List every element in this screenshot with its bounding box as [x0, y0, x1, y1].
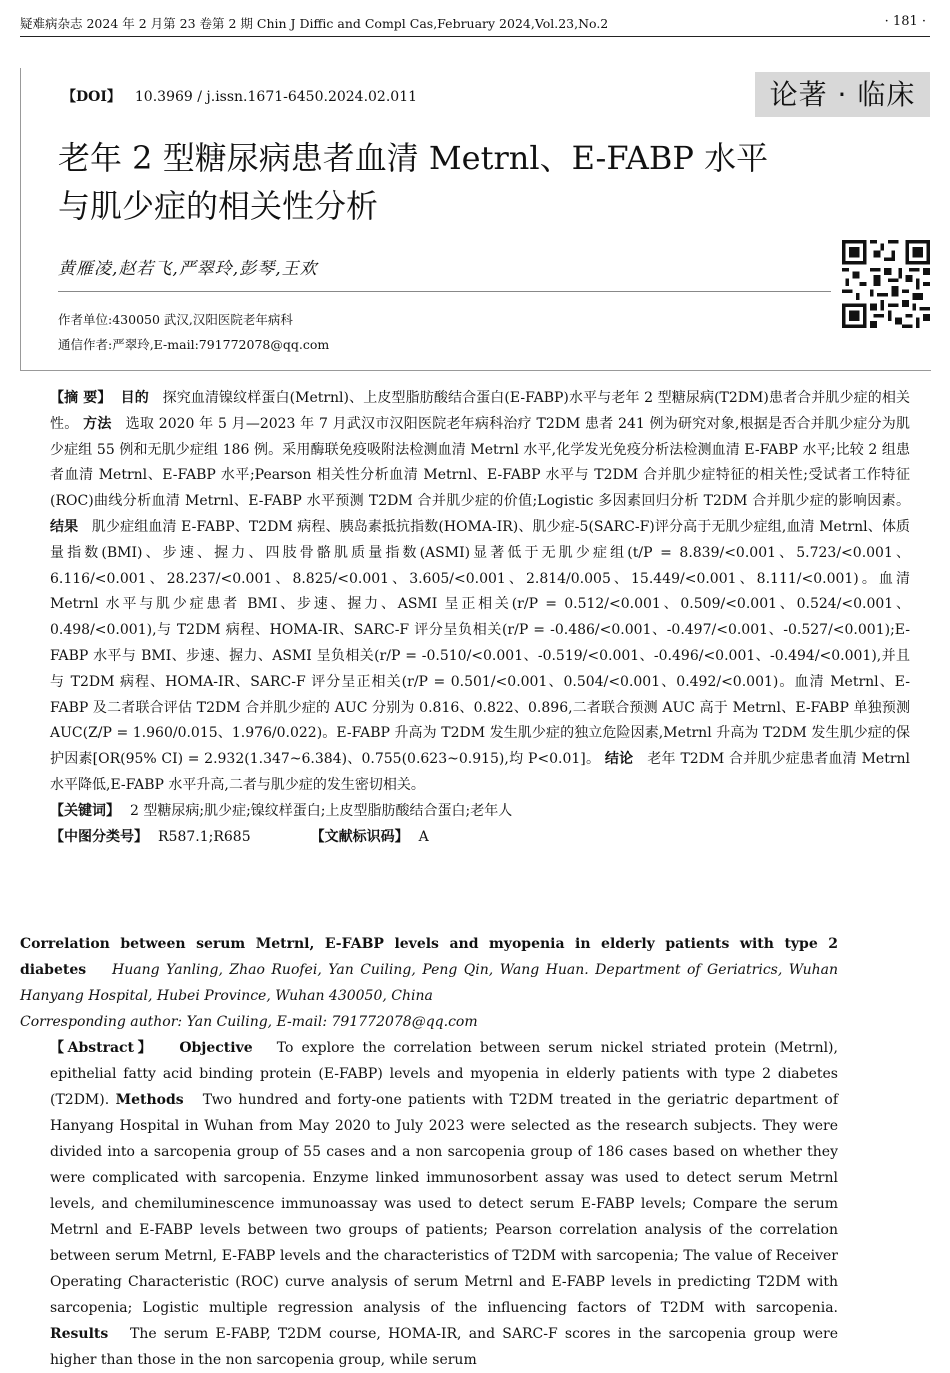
en-objective: To explore the correlation between serum nickel striated protein (Metrnl), epithelial fatty acid binding protein (E-FABP) levels and myopenia in elderly patients with type 2 diabetes (T2DM).	[50, 1040, 838, 1108]
methods-text: 选取 2020 年 5 月—2023 年 7 月武汉市汉阳医院老年病科治疗 T2DM 患者 241 例为研究对象,根据是否合并肌少症分为肌少症组 55 例和无肌少症组 186 例。采用酶联免疫吸附法检测血清 Metrnl 水平,化学发光免疫分析法检测血清 E-FABP 水平;比较 2 组患者血清 Metrnl、E-FABP 水平;Pearson 相关性分析血清 Metrnl、E-FABP 水平与 T2DM 合并肌少症特征的相关性;受试者工作特征(ROC)曲线分析血清 Metrnl、E-FABP 水平预测 T2DM 合并肌少症的价值;Logistic 多因素回归分析 T2DM 合并肌少症的影响因素。	[50, 415, 911, 510]
en-authors: Huang Yanling, Zhao Ruofei, Yan Cuiling, Peng Qin, Wang Huan. Department of Geriatrics, Wuhan Hanyang Hospital, Hubei Province, Wuhan 430050, China	[20, 962, 838, 1004]
doi-label: 【DOI】	[62, 89, 121, 105]
clc-label: 【中图分类号】	[50, 828, 148, 845]
methods-label: 方法	[83, 415, 112, 432]
author-rule	[58, 291, 831, 292]
en-results: The serum E-FABP, T2DM course, HOMA-IR, and SARC-F scores in the sarcopenia group were higher than those in the non sarcopenia group, while serum	[50, 1326, 838, 1368]
en-abstract-body	[20, 1035, 838, 1373]
en-objective-label: Objective	[179, 1040, 253, 1056]
doc-code-value: A	[418, 828, 429, 845]
en-corresponding: Corresponding author: Yan Cuiling, E-mail: 791772078@qq.com	[20, 1014, 478, 1030]
article-title	[58, 134, 838, 230]
page-number: · 181 ·	[884, 14, 926, 29]
doi	[62, 86, 417, 106]
title-line-1: 老年 2 型糖尿病患者血清 Metrnl、E-FABP 水平	[58, 139, 769, 177]
abstract-cn-label: 【摘 要】	[50, 390, 112, 406]
doc-code-label: 【文献标识码】	[310, 828, 409, 845]
abstract-english	[20, 931, 838, 1373]
abstract-cn-body	[20, 386, 910, 799]
en-methods-label: Methods	[115, 1092, 184, 1108]
results-label: 结果	[50, 518, 79, 535]
keywords-text: 2 型糖尿病;肌少症;镍纹样蛋白;上皮型脂肪酸结合蛋白;老年人	[130, 802, 513, 819]
authors: 黄雁凌,赵若飞,严翠玲,彭琴,王欢	[58, 259, 318, 279]
section-tag: 论著 · 临床	[755, 72, 930, 117]
clc-value: R587.1;R685	[158, 828, 251, 845]
keywords	[20, 799, 910, 825]
conclusion-label: 结论	[604, 751, 634, 768]
keywords-label: 【关键词】	[50, 802, 120, 819]
en-abstract-label: 【Abstract】	[50, 1040, 156, 1056]
title-line-2: 与肌少症的相关性分析	[58, 187, 379, 225]
en-results-label: Results	[50, 1326, 109, 1342]
affiliation: 作者单位:430050 武汉,汉阳医院老年病科	[58, 312, 293, 327]
classification	[20, 825, 910, 851]
results-text: 肌少症组血清 E-FABP、T2DM 病程、胰岛素抵抗指数(HOMA-IR)、肌少症-5(SARC-F)评分高于无肌少症组,血清 Metrnl、体质量指数(BMI)、步速、握力、四肢骨骼肌质量指数(ASMI)显著低于无肌少症组(t/P = 8.839/<0.001、5.723/<0.001、6.116/<0.001、28.237/<0.001、8.825/<0.001、3.605/<0.001、2.814/0.005、15.449/<0.001、8.111/<0.001)。血清 Metrnl 水平与肌少症患者 BMI、步速、握力、ASMI 呈正相关(r/P = 0.512/<0.001、0.509/<0.001、0.524/<0.001、0.498/<0.001),与 T2DM 病程、HOMA-IR、SARC-F 评分呈负相关(r/P = -0.486/<0.001、-0.497/<0.001、-0.527/<0.001);E-FABP 水平与 BMI、步速、握力、ASMI 呈负相关(r/P = -0.510/<0.001、-0.519/<0.001、-0.496/<0.001、-0.494/<0.001),并且与 T2DM 病程、HOMA-IR、SARC-F 评分呈正相关(r/P = 0.501/<0.001、0.504/<0.001、0.492/<0.001)。血清 Metrnl、E-FABP 及二者联合评估 T2DM 合并肌少症的 AUC 分别为 0.816、0.822、0.896,二者联合预测 AUC 高于 Metrnl、E-FABP 单独预测 AUC(Z/P = 1.960/0.015、1.976/0.022)。E-FABP 升高为 T2DM 发生肌少症的独立危险因素,Metrnl 升高为 T2DM 发生肌少症的保护因素[OR(95% CI) = 2.932(1.347~6.384)、0.755(0.623~0.915),均 P<0.01]。	[50, 518, 910, 768]
qr-code-icon	[842, 240, 930, 328]
abstract-chinese	[20, 386, 910, 850]
objective-label: 目的	[120, 390, 149, 406]
corresponding-author: 通信作者:严翠玲,E-mail:791772078@qq.com	[58, 337, 330, 352]
objective-text: 探究血清镍纹样蛋白(Metrnl)、上皮型脂肪酸结合蛋白(E-FABP)水平与老年 2 型糖尿病(T2DM)患者合并肌少症的相关性。	[50, 390, 911, 432]
en-title: Correlation between serum Metrnl, E-FABP levels and myopenia in elderly patients with type 2 diabetes	[20, 936, 838, 978]
header-rule	[20, 36, 930, 37]
conclusion-text: 老年 T2DM 合并肌少症患者血清 Metrnl 水平降低,E-FABP 水平升高,二者与肌少症的发生密切相关。	[50, 751, 911, 793]
running-head: 疑难病杂志 2024 年 2 月第 23 卷第 2 期 Chin J Diffic and Compl Cas,February 2024,Vol.23,No.2	[20, 16, 609, 31]
doi-value: 10.3969 / j.issn.1671-6450.2024.02.011	[134, 89, 418, 105]
en-title-block	[20, 931, 838, 1009]
en-methods: Two hundred and forty-one patients with T2DM treated in the geriatric department of Hanyang Hospital in Wuhan from May 2020 to July 2023 were selected as the research subjects. They were divided into a sarcopenia group of 55 cases and a non sarcopenia group of 186 cases based on whether they were complicated with sarcopenia. Enzyme linked immunosorbent assay was used to detect serum Metrnl levels, and chemiluminescence immunoassay was used to detect serum E-FABP levels; Compare the serum Metrnl and E-FABP levels between two groups of patients; Pearson correlation analysis of the correlation between serum Metrnl, E-FABP levels and the characteristics of T2DM with sarcopenia; The value of Receiver Operating Characteristic (ROC) curve analysis of serum Metrnl and E-FABP levels in predicting T2DM with sarcopenia; Logistic multiple regression analysis of the influencing factors of T2DM with sarcopenia.	[50, 1092, 838, 1316]
